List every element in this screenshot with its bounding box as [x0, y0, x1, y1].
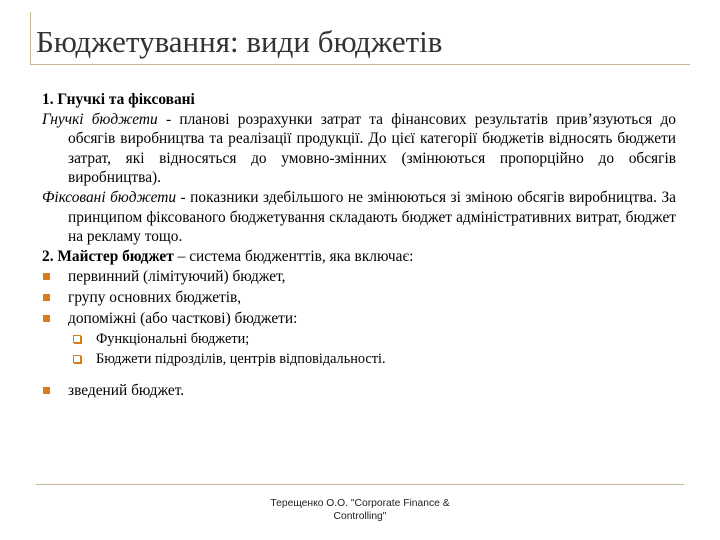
flexible-budgets-paragraph	[42, 110, 676, 188]
fixed-budgets-term: Фіксовані бюджети	[42, 188, 177, 206]
list-item: допоміжні (або часткові) бюджети:	[42, 308, 676, 329]
master-budget-text: – система бюдженттів, яка включає:	[173, 247, 414, 265]
title-frame-underline	[30, 64, 690, 65]
heading-master-budget	[42, 247, 676, 267]
list-item: зведений бюджет.	[42, 380, 676, 401]
square-bullet-icon	[43, 315, 50, 322]
slide-title: Бюджетування: види бюджетів	[36, 24, 443, 59]
footer-rule	[36, 484, 684, 485]
master-budget-term: 2. Майстер бюджет	[42, 247, 174, 265]
heading-flexible-fixed: 1. Гнучкі та фіксовані	[42, 91, 195, 108]
square-bullet-icon	[43, 273, 50, 280]
list-item: групу основних бюджетів,	[42, 287, 676, 308]
square-bullet-icon	[43, 387, 50, 394]
spacer	[42, 369, 676, 380]
flexible-budgets-text: - планові розрахунки затрат та фінансових результатів прив’язуються до обсягів виробництва та реалізації продукції. До цієї категорії бюджетів відносять бюджети затрат, які відносяться до умовно-змінних (змінюються пропорційно до обсягів виробництва).	[68, 110, 676, 187]
square-bullet-icon	[43, 294, 50, 301]
fixed-budgets-paragraph	[42, 188, 676, 247]
list-item: первинний (лімітуючий) бюджет,	[42, 266, 676, 287]
flexible-budgets-term: Гнучкі бюджети	[42, 110, 158, 128]
footer-line-2: Controlling"	[333, 511, 387, 522]
hollow-square-bullet-icon	[73, 355, 81, 363]
fixed-budgets-text: - показники здебільшого не змінюються зі зміною обсягів виробництва. За принципом фіксованого бюджетування складають бюджет адміністративних витрат, бюджет на рекламу тощо.	[68, 188, 676, 246]
title-frame-vertical	[30, 12, 31, 64]
footer-citation	[260, 497, 460, 523]
hollow-square-bullet-icon	[73, 335, 81, 343]
slide-body	[42, 90, 676, 401]
footer-line-1: Терещенко О.О. "Corporate Finance &	[270, 498, 450, 509]
sub-list-item: Функціональні бюджети;	[42, 329, 676, 349]
sub-list-item: Бюджети підрозділів, центрів відповідальності.	[42, 349, 676, 369]
